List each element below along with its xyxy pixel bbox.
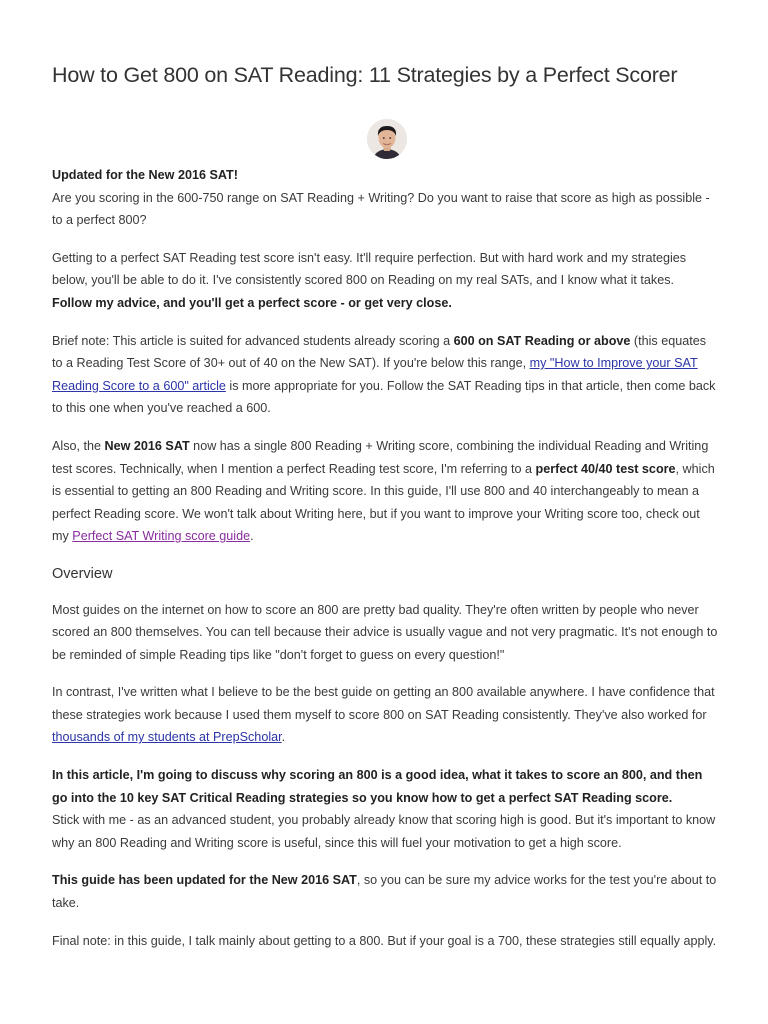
paragraph-final-note: Final note: in this guide, I talk mainly about getting to a 800. But if your goal is a 700, these strategies still equally apply. xyxy=(52,933,717,948)
paragraph-contrast: In contrast, I've written what I believe to be the best guide on getting an 800 available anywhere. I have confidence that these strategies work because I used them myself to score 800 on SAT Reading consistently. They've also worked for thousands of my students at PrepScholar. xyxy=(52,685,715,745)
author-avatar[interactable] xyxy=(367,119,407,159)
paragraph-updated-guide: This guide has been updated for the New 2016 SAT, so you can be sure my advice works for the test you're about to take. xyxy=(52,873,717,911)
updated-note: Updated for the New 2016 SAT! xyxy=(52,168,238,182)
paragraph-brief-note: Brief note: This article is suited for advanced students already scoring a 600 on SAT Reading or above (this equates to a Reading Test Score of 30+ out of 40 on the New SAT). If you're below this range, my "How to Improve your SAT Reading Score to a 600" article is more appropriate for you. Follow the SAT Reading tips in that article, then come back to this one when you've reached a 600. xyxy=(52,333,716,416)
intro-paragraph: Are you scoring in the 600-750 range on SAT Reading + Writing? Do you want to raise that score as high as possible - to a perfect 800? xyxy=(52,190,710,228)
article-body xyxy=(52,164,718,967)
article-title: How to Get 800 on SAT Reading: 11 Strategies by a Perfect Scorer xyxy=(52,63,678,87)
paragraph-perfection: Getting to a perfect SAT Reading test score isn't easy. It'll require perfection. But with hard work and my strategies below, you'll be able to do it. I've consistently scored 800 on Reading on my real SATs, and I know what it takes. Follow my advice, and you'll get a perfect score - or get very close. xyxy=(52,250,687,310)
writing-guide-link[interactable]: Perfect SAT Writing score guide xyxy=(72,529,251,544)
improve-reading-600-link[interactable]: my "How to Improve your SAT Reading Score to a 600" article xyxy=(52,356,698,393)
paragraph-article-plan: In this article, I'm going to discuss why scoring an 800 is a good idea, what it takes to score an 800, and then go into the 10 key SAT Critical Reading strategies so you know how to get a perfect SAT Reading score. Stick with me - as an advanced student, you probably already know that scoring high is good. But it's important to know why an 800 Reading and Writing score is useful, since this will fuel your motivation to get a high score. xyxy=(52,768,716,850)
paragraph-new-sat: Also, the New 2016 SAT now has a single 800 Reading + Writing score, combining the individual Reading and Writing test scores. Technically, when I mention a perfect Reading test score, I'm referring to a perfect 40/40 test score, which is essential to getting an 800 Reading and Writing score. In this guide, I'll use 800 and 40 interchangeably to mean a perfect Reading score. We won't talk about Writing here, but if you want to improve your Writing score too, check out my Perfect SAT Writing score guide. xyxy=(52,438,715,544)
prepscholar-students-link[interactable]: thousands of my students at PrepScholar xyxy=(52,730,282,745)
paragraph-bad-guides: Most guides on the internet on how to score an 800 are pretty bad quality. They're often written by people who never scored an 800 themselves. You can tell because their advice is usually vague and not very pragmatic. It's not enough to be reminded of simple Reading tips like "don't forget to guess on every question!" xyxy=(52,602,718,662)
overview-heading: Overview xyxy=(52,565,113,582)
author-portrait-icon xyxy=(367,119,407,159)
